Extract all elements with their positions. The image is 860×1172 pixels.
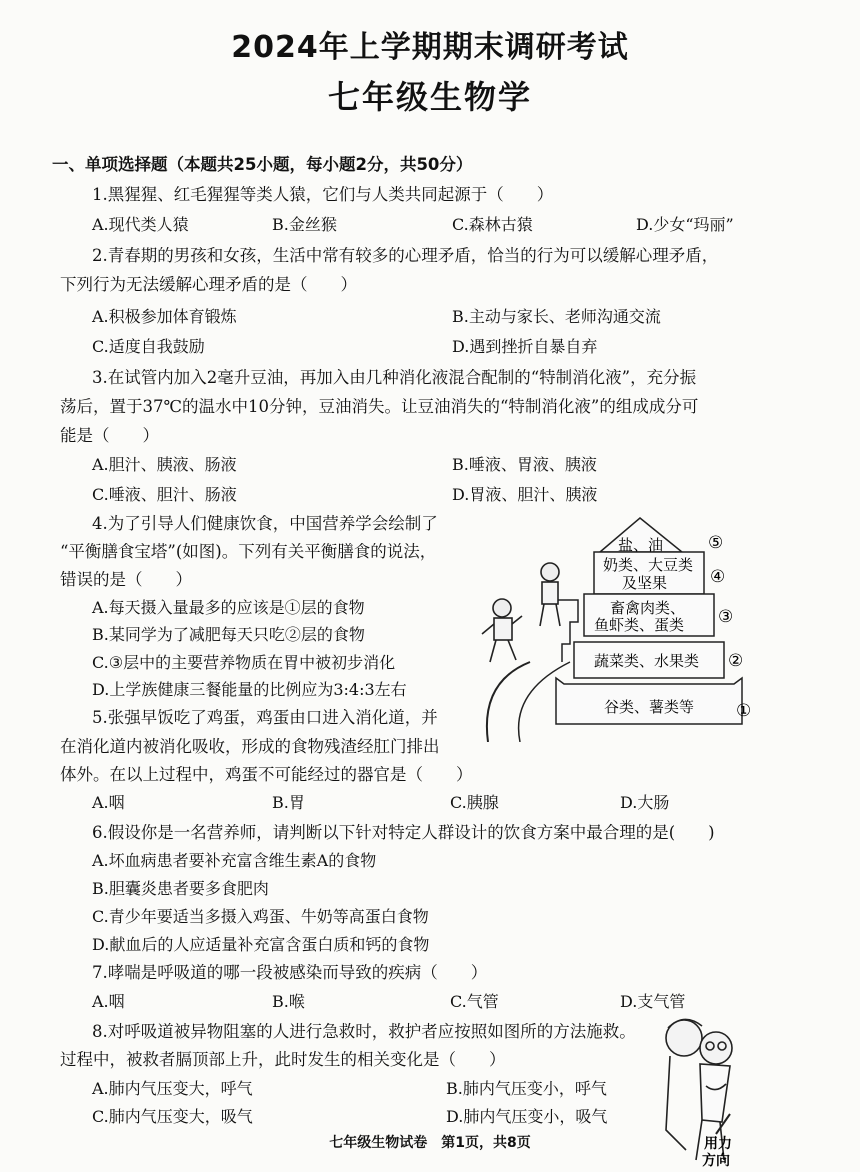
q5-option-b: B.胃	[272, 793, 305, 812]
tier-3-label-a: 畜禽肉类、	[610, 599, 686, 617]
q7-option-b: B.喉	[272, 992, 305, 1011]
q5-stem-line3: 体外。在以上过程中，鸡蛋不可能经过的器官是（ ）	[60, 765, 473, 784]
q2-stem-line1: 2.青春期的男孩和女孩，生活中常有较多的心理矛盾，恰当的行为可以缓解心理矛盾，	[92, 246, 719, 265]
exam-subtitle: 七年级生物学	[327, 78, 532, 116]
tier-4-number: ④	[710, 567, 726, 587]
tier-5-number: ⑤	[708, 533, 724, 553]
q7-option-c: C.气管	[450, 992, 499, 1011]
q6-option-a: A.坏血病患者要补充富含维生素A的食物	[92, 851, 377, 870]
q4-option-b: B.某同学为了减肥每天只吃②层的食物	[92, 625, 365, 644]
tier-2-label: 蔬菜类、水果类	[594, 652, 700, 670]
q3-option-d: D.胃液、胆汁、胰液	[452, 485, 598, 504]
q4-option-c: C.③层中的主要营养物质在胃中被初步消化	[92, 653, 396, 672]
q6-option-b: B.胆囊炎患者要多食肥肉	[92, 879, 269, 898]
exam-title: 2024年上学期期末调研考试	[231, 30, 629, 65]
tier-3-label-b: 鱼虾类、蛋类	[594, 616, 685, 634]
child-figure-2	[540, 563, 560, 626]
q8-stem-line1: 8.对呼吸道被异物阻塞的人进行急救时，救护者应按照如图所的方法施救。	[92, 1022, 636, 1041]
q3-option-c: C.唾液、胆汁、肠液	[92, 485, 237, 504]
child-figure-1	[482, 599, 522, 662]
tier-1-label: 谷类、薯类等	[604, 698, 695, 716]
q4-stem-line1: 4.为了引导人们健康饮食，中国营养学会绘制了	[92, 514, 438, 533]
q3-stem-line2: 荡后，置于37℃的温水中10分钟，豆油消失。让豆油消失的“特制消化液”的组成成分可	[60, 397, 699, 416]
q6-stem: 6.假设你是一名营养师，请判断以下针对特定人群设计的饮食方案中最合理的是( )	[92, 823, 715, 842]
q5-option-c: C.胰腺	[450, 793, 499, 812]
q3-stem-line1: 3.在试管内加入2毫升豆油，再加入由几种消化液混合配制的“特制消化液”，充分振	[92, 368, 697, 387]
track-curve	[487, 662, 530, 742]
q7-stem: 7.哮喘是呼吸道的哪一段被感染而导致的疾病（ ）	[92, 963, 488, 982]
q8-option-c: C.肺内气压变大，吸气	[92, 1107, 253, 1126]
q5-option-d: D.大肠	[620, 793, 670, 812]
q4-stem-line2: “平衡膳食宝塔”(如图)。下列有关平衡膳食的说法，	[60, 542, 437, 561]
q1-option-a: A.现代类人猿	[92, 215, 189, 234]
q4-option-a: A.每天摄入量最多的应该是①层的食物	[92, 598, 365, 617]
q7-option-a: A.咽	[92, 992, 125, 1011]
q8-option-a: A.肺内气压变大，呼气	[92, 1079, 253, 1098]
q2-option-c: C.适度自我鼓励	[92, 337, 205, 356]
tier-2-number: ②	[728, 651, 744, 671]
q7-option-d: D.支气管	[620, 992, 686, 1011]
q3-option-b: B.唾液、胃液、胰液	[452, 455, 597, 474]
q2-option-b: B.主动与家长、老师沟通交流	[452, 307, 661, 326]
q8-stem-line2: 过程中，被救者膈顶部上升，此时发生的相关变化是（ ）	[60, 1050, 506, 1069]
q5-stem-line2: 在消化道内被消化吸收，形成的食物残渣经肛门排出	[60, 737, 440, 756]
section-heading: 一、单项选择题（本题共25小题，每小题2分，共50分）	[52, 155, 473, 174]
q2-option-d: D.遇到挫折自暴自弃	[452, 337, 598, 356]
q5-option-a: A.咽	[92, 793, 125, 812]
tier-4-label-b: 及坚果	[622, 574, 668, 592]
tier-4-label-a: 奶类、大豆类	[603, 556, 694, 574]
tier-3-number: ③	[718, 607, 734, 627]
q5-stem-line1: 5.张强早饭吃了鸡蛋，鸡蛋由口进入消化道，并	[92, 708, 438, 727]
q1-stem: 1.黑猩猩、红毛猩猩等类人猿，它们与人类共同起源于（ ）	[92, 185, 554, 204]
q3-stem-line3: 能是（ ）	[60, 426, 159, 445]
q4-stem-line3: 错误的是（ ）	[60, 570, 192, 589]
tier-1-number: ①	[736, 701, 752, 721]
q3-option-a: A.胆汁、胰液、肠液	[92, 455, 237, 474]
q2-stem-line2: 下列行为无法缓解心理矛盾的是（ ）	[60, 275, 357, 294]
food-pyramid-figure	[470, 512, 760, 742]
q4-option-d: D.上学族健康三餐能量的比例应为3:4:3左右	[92, 680, 407, 699]
q1-option-c: C.森林古猿	[452, 215, 533, 234]
force-label-2: 方向	[702, 1153, 730, 1169]
q2-option-a: A.积极参加体育锻炼	[92, 307, 237, 326]
tier-5-label: 盐、油	[618, 536, 664, 554]
q6-option-d: D.献血后的人应适量补充富含蛋白质和钙的食物	[92, 935, 430, 954]
q8-option-d: D.肺内气压变小，吸气	[446, 1107, 608, 1126]
force-label-1: 用力	[704, 1136, 732, 1152]
q8-option-b: B.肺内气压变小，呼气	[446, 1079, 607, 1098]
q1-option-b: B.金丝猴	[272, 215, 337, 234]
page-footer: 七年级生物试卷 第1页，共8页	[329, 1135, 531, 1151]
q1-option-d: D.少女“玛丽”	[636, 215, 734, 234]
q6-option-c: C.青少年要适当多摄入鸡蛋、牛奶等高蛋白食物	[92, 907, 429, 926]
